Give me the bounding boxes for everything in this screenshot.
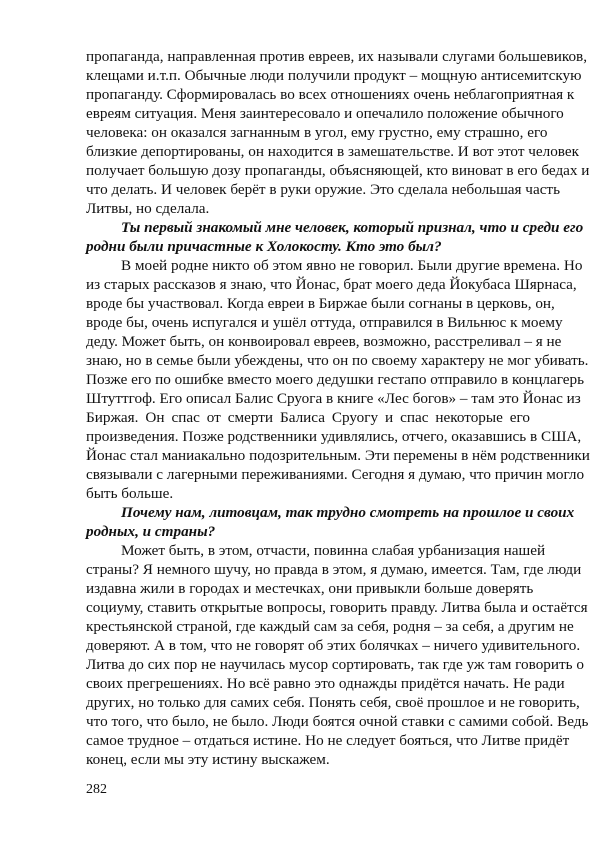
- text-line: что делать. И человек берёт в руки оружие. Это сделала небольшая часть: [86, 181, 560, 198]
- text-line: Биржая. Он спас от смерти Балиса Сруогу и спас некоторые его: [86, 409, 530, 426]
- page-number: 282: [86, 782, 107, 797]
- text-line: человека: он оказался загнанным в угол, ему грустно, ему страшно, его: [86, 124, 548, 141]
- text-line: что того, что было, не было. Люди боятся очной ставки с самими собой. Ведь: [86, 713, 589, 730]
- text-line: пропаганда, направленная против евреев, их называли слугами большевиков,: [86, 48, 588, 65]
- text-line: родни были причастные к Холокосту. Кто это был?: [86, 238, 442, 255]
- text-line: знаю, но в семье были убеждены, что он по своему характеру не мог убивать.: [86, 352, 589, 369]
- interview-answer: [86, 47, 590, 218]
- interview-question: [86, 503, 575, 541]
- interview-question: [86, 218, 584, 256]
- text-line: произведения. Позже родственники удивлялись, отчего, оказавшись в США,: [86, 428, 582, 445]
- text-line: Ты первый знакомый мне человек, который признал, что и среди его: [121, 219, 584, 236]
- text-line: Штуттгоф. Его описал Балис Сруога в книге «Лес богов» – там это Йонас из: [86, 390, 581, 407]
- text-line: из старых рассказов я знаю, что Йонас, брат моего деда Йокубаса Шярнаса,: [86, 276, 577, 293]
- text-line: самое трудное – отдаться истине. Но не следует бояться, что Литве придёт: [86, 732, 570, 749]
- text-line: евреям ситуация. Меня заинтересовало и опечалило положение обычного: [86, 105, 564, 122]
- text-line: В моей родне никто об этом явно не говорил. Были другие времена. Но: [121, 257, 583, 274]
- interview-answer: [86, 541, 589, 769]
- text-line: издавна жили в городах и местечках, они привыкли больше доверять: [86, 580, 534, 597]
- text-line: родных, и страны?: [86, 523, 216, 540]
- text-line: Йонас стал маниакально подозрительным. Эти перемены в нём родственники: [86, 447, 590, 464]
- text-line: конец, если мы эту истину выскажем.: [86, 751, 330, 768]
- text-line: Почему нам, литовцам, так трудно смотреть на прошлое и своих: [121, 504, 575, 521]
- text-line: деду. Может быть, он конвоировал евреев, возможно, расстреливал – я не: [86, 333, 562, 350]
- text-line: Литвы, но сделала.: [86, 200, 210, 217]
- interview-answer: [86, 256, 590, 503]
- text-line: Может быть, в этом, отчасти, повинна слабая урбанизация нашей: [121, 542, 546, 559]
- text-line: близкие депортированы, он находится в замешательстве. И вот этот человек: [86, 143, 580, 160]
- text-line: других, но только для самих себя. Понять себя, своё прошлое и не говорить,: [86, 694, 580, 711]
- text-line: своих прегрешениях. Но всё равно это однажды придётся начать. Не ради: [86, 675, 565, 692]
- page-body-text: [86, 47, 590, 769]
- text-line: вроде бы участвовал. Когда евреи в Биржае были согнаны в церковь, он,: [86, 295, 555, 312]
- text-line: социуму, ставить открытые вопросы, говорить правду. Литва была и остаётся: [86, 599, 588, 616]
- text-line: быть больше.: [86, 485, 174, 502]
- text-line: доверяют. А в том, что не говорят об этих болячках – ничего удивительного.: [86, 637, 581, 654]
- text-line: вроде бы, очень испугался и ушёл оттуда, отправился в Вильнюс к моему: [86, 314, 563, 331]
- text-line: получает большую дозу пропаганды, объясняющей, кто виноват в его бедах и: [86, 162, 590, 179]
- text-line: пропаганду. Сформировалась во всех отношениях очень неблагоприятная к: [86, 86, 575, 103]
- text-line: крестьянской страной, где каждый сам за себя, родня – за себя, а другим не: [86, 618, 574, 635]
- text-line: Литва до сих пор не научилась мусор сортировать, так где уж там говорить о: [86, 656, 584, 673]
- text-line: страны? Я немного шучу, но правда в этом, я думаю, имеется. Там, где люди: [86, 561, 582, 578]
- text-line: связывали с лагерными переживаниями. Сегодня я думаю, что причин могло: [86, 466, 585, 483]
- text-line: Позже его по ошибке вместо моего дедушки гестапо отправило в концлагерь: [86, 371, 585, 388]
- text-line: клещами и.т.п. Обычные люди получили продукт – мощную антисемитскую: [86, 67, 582, 84]
